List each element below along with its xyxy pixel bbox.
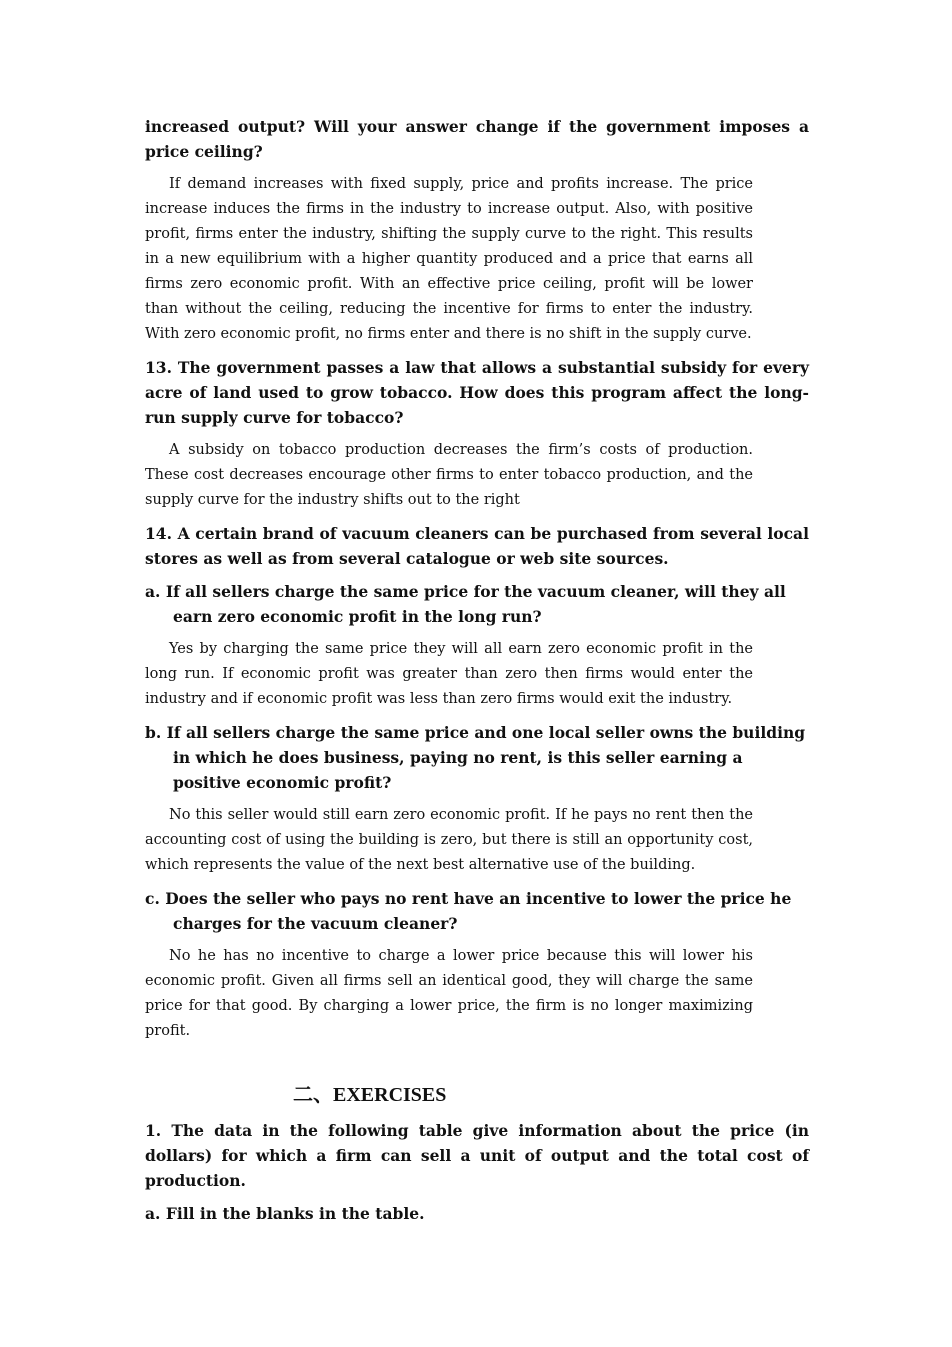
exercise-1: 1. The data in the following table give information about the price (in dollars) for which a firm can sell a unit of output and the total cost of production. [145,1121,809,1190]
answer-12: If demand increases with fixed supply, price and profits increase. The price increase induces the firms in the industry to increase output. Also, with positive profit, firms enter the industry, shifting the supply curve to the right. This results in a new equilibrium with a higher quantity produced and a price that earns all firms zero economic profit. With an effective price ceiling, profit will be lower than without the ceiling, reducing the incentive for firms to enter the industry. With zero economic profit, no firms enter and there is no shift in the supply curve. [145,176,753,342]
document-page [145,114,809,1234]
question-12-tail: increased output? Will your answer change if the government imposes a price ceiling? [145,117,809,161]
answer-13: A subsidy on tobacco production decreases the firm’s costs of production. These cost decreases encourage other firms to enter tobacco production, and the supply curve for the industry shifts out to the right [145,442,753,508]
answer-14c: No he has no incentive to charge a lower price because this will lower his economic profit. Given all firms sell an identical good, they will charge the same price for that good. By charging a lower price, the firm is no longer maximizing profit. [145,948,753,1039]
question-13: 13. The government passes a law that allows a substantial subsidy for every acre of land used to grow tobacco. How does this program affect the long-run supply curve for tobacco? [145,358,809,427]
question-14a: a. If all sellers charge the same price for the vacuum cleaner, will they all earn zero economic profit in the long run? [145,582,786,626]
exercises-heading: 二、EXERCISES [293,1084,447,1106]
exercise-1a: a. Fill in the blanks in the table. [145,1204,425,1223]
answer-14a: Yes by charging the same price they will all earn zero economic profit in the long run. If economic profit was greater than zero then firms would enter the industry and if economic profit was less than zero firms would exit the industry. [145,641,753,707]
question-14: 14. A certain brand of vacuum cleaners can be purchased from several local stores as well as from several catalogue or web site sources. [145,524,809,568]
answer-14b: No this seller would still earn zero economic profit. If he pays no rent then the accounting cost of using the building is zero, but there is still an opportunity cost, which represents the value of the next best alternative use of the building. [145,807,753,873]
question-14b: b. If all sellers charge the same price and one local seller owns the building in which he does business, paying no rent, is this seller earning a positive economic profit? [145,723,806,792]
question-14c: c. Does the seller who pays no rent have an incentive to lower the price he charges for the vacuum cleaner? [145,889,792,933]
